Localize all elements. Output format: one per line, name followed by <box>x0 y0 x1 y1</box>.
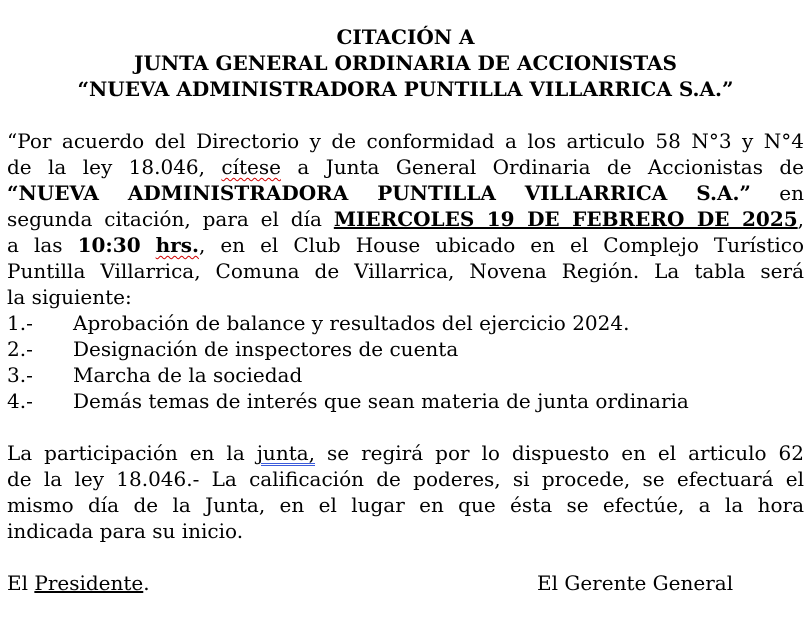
company-name-bold: “NUEVA ADMINISTRADORA PUNTILLA VILLARRICA S.A.” <box>7 181 751 205</box>
text-run: “Por acuerdo del Directorio y de conformidad a los articulo 58 N°3 y N°4 <box>7 129 804 153</box>
text-run: , <box>797 207 805 231</box>
spellcheck-word: hrs. <box>155 233 199 257</box>
agenda-item-text: Marcha de la sociedad <box>73 363 303 387</box>
paragraph-line <box>7 492 804 518</box>
paragraph-line <box>7 180 804 206</box>
participation-paragraph <box>7 440 804 544</box>
signature-general-manager: El Gerente General <box>537 571 734 595</box>
paragraph-line <box>7 258 804 284</box>
document-title <box>7 24 804 102</box>
title-line-2: JUNTA GENERAL ORDINARIA DE ACCIONISTAS <box>134 51 677 75</box>
paragraph-line <box>7 154 804 180</box>
paragraph-line <box>7 440 804 466</box>
text-run: La participación en la <box>7 441 245 465</box>
agenda-item-number: 1.- <box>7 311 33 335</box>
text-run: indicada para su inicio. <box>7 519 244 543</box>
blank-line <box>7 414 804 440</box>
agenda-item-number: 2.- <box>7 337 33 361</box>
president-title: Presidente <box>34 571 144 595</box>
paragraph-line <box>7 232 804 258</box>
text-run: se regirá por lo dispuesto en el articulo 62 <box>327 441 805 465</box>
text-run: Puntilla Villarrica, Comuna de Villarrica, Novena Región. La tabla será <box>7 259 804 283</box>
signature-block <box>7 570 804 596</box>
agenda-item <box>7 388 804 414</box>
text-run: El <box>7 571 28 595</box>
text-run: a las <box>7 233 63 257</box>
citation-paragraph <box>7 128 804 310</box>
agenda-item <box>7 362 804 388</box>
agenda-item <box>7 310 804 336</box>
text-run: la siguiente: <box>7 285 132 309</box>
agenda-item-number: 3.- <box>7 363 33 387</box>
text-run: mismo día de la Junta, en el lugar en que ésta se efectúe, a la hora <box>7 493 804 517</box>
meeting-time: 10:30 <box>77 233 141 257</box>
agenda-item-number: 4.- <box>7 389 33 413</box>
agenda-item <box>7 336 804 362</box>
signature-president <box>7 570 150 596</box>
text-run: , en el Club House ubicado en el Complejo Turístico <box>198 233 804 257</box>
document-page <box>7 0 804 596</box>
paragraph-line <box>7 128 804 154</box>
spellcheck-word: cítese <box>221 155 281 179</box>
text-run: en <box>779 181 804 205</box>
paragraph-line <box>7 206 804 232</box>
grammar-check-word: junta, <box>256 441 316 465</box>
text-run: de la ley 18.046, <box>7 155 206 179</box>
agenda-item-text: Designación de inspectores de cuenta <box>73 337 459 361</box>
paragraph-line <box>7 518 804 544</box>
title-line-1: CITACIÓN A <box>336 25 475 49</box>
agenda-item-text: Demás temas de interés que sean materia de junta ordinaria <box>73 389 689 413</box>
title-line-3: “NUEVA ADMINISTRADORA PUNTILLA VILLARRICA S.A.” <box>77 77 734 101</box>
text-run: segunda citación, para el día <box>7 207 322 231</box>
agenda-item-text: Aprobación de balance y resultados del ejercicio 2024. <box>73 311 630 335</box>
paragraph-line <box>7 466 804 492</box>
text-run: a Junta General Ordinaria de Accionistas de <box>297 155 805 179</box>
paragraph-line <box>7 284 804 310</box>
agenda-list <box>7 310 804 414</box>
text-run: . <box>143 571 150 595</box>
text-run: de la ley 18.046.- La calificación de poderes, si procede, se efectuará el <box>7 467 804 491</box>
meeting-date: MIERCOLES 19 DE FEBRERO DE 2025 <box>333 207 798 231</box>
